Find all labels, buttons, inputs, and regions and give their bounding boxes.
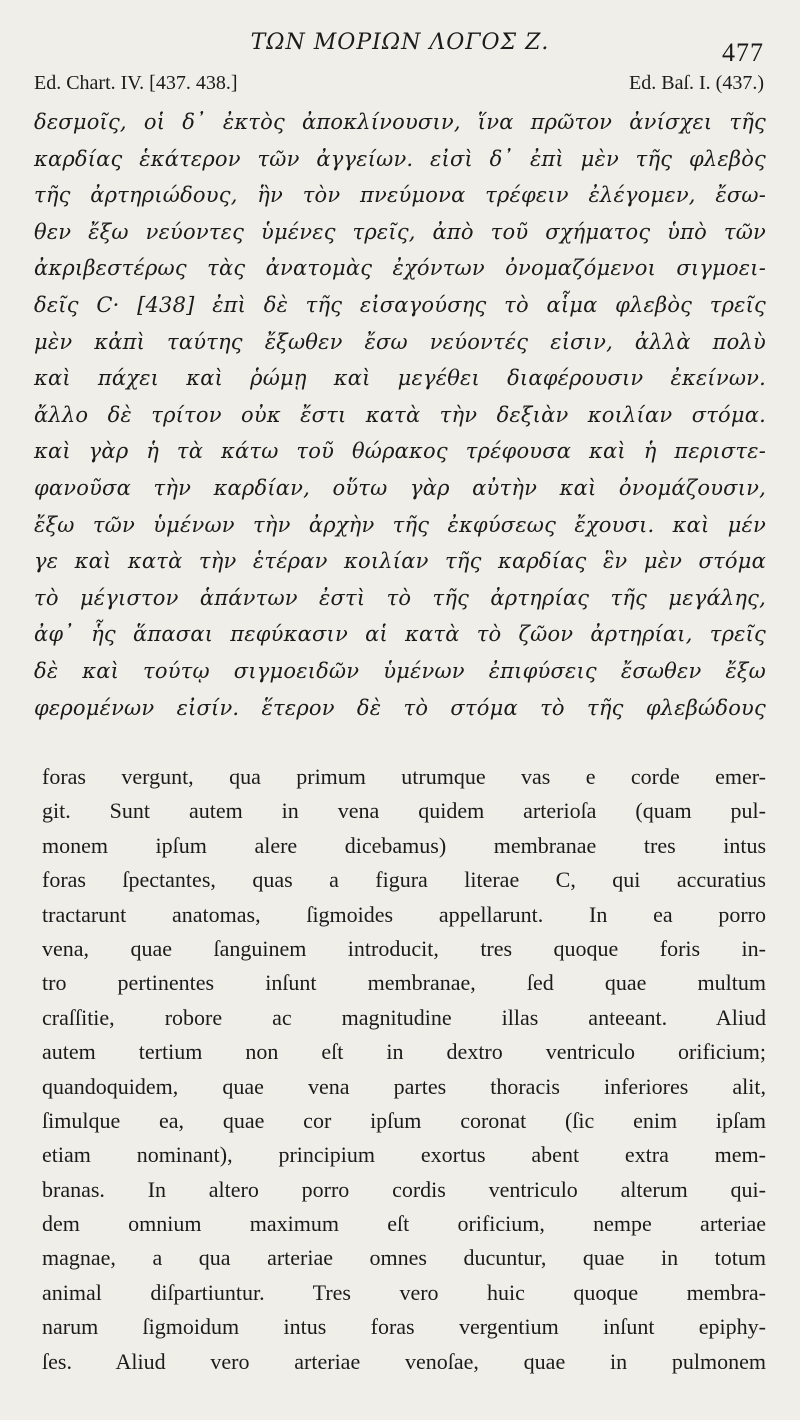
greek-line: καὶ γὰρ ἡ τὰ κάτω τοῦ θώρακος τρέφουσα καὶ ἡ περιστε-	[34, 439, 766, 464]
running-head: ΤΩΝ ΜΟΡΙΩΝ ΛΟΓΟΣ Ζ.	[250, 30, 550, 55]
latin-line: etiam nominant), principium exortus abent extra mem-	[42, 1142, 766, 1168]
latin-line: craſſitie, robore ac magnitudine illas anteeant. Aliud	[42, 1004, 766, 1030]
latin-line: foras ſpectantes, quas a figura literae C, qui accuratius	[42, 867, 766, 893]
greek-line: τὸ μέγιστον ἁπάντων ἐστὶ τὸ τῆς ἀρτηρίας τῆς μεγάλης,	[34, 585, 766, 610]
latin-line: monem ipſum alere dicebamus) membranae tres intus	[42, 832, 766, 858]
latin-line: foras vergunt, qua primum utrumque vas e corde emer-	[42, 764, 766, 789]
latin-line: tro pertinentes inſunt membranae, ſed quae multum	[42, 970, 766, 996]
greek-line: γε καὶ κατὰ τὴν ἑτέραν κοιλίαν τῆς καρδίας ἓν μὲν στόμα	[34, 549, 766, 574]
latin-line: tractarunt anatomas, ſigmoides appellarunt. In ea porro	[42, 901, 766, 927]
greek-line: δὲ καὶ τούτῳ σιγμοειδῶν ὑμένων ἐπιφύσεις ἔσωθεν ἔξω	[34, 658, 766, 683]
greek-line: δεσμοῖς, οἱ δ᾽ ἐκτὸς ἀποκλίνουσιν, ἵνα πρῶτον ἀνίσχει τῆς	[34, 110, 766, 134]
edition-reference-left: Ed. Chart. IV. [437. 438.]	[34, 72, 238, 94]
latin-line: branas. In altero porro cordis ventriculo alterum qui-	[42, 1176, 766, 1202]
greek-line: δεῖς C· [438] ἐπὶ δὲ τῆς εἰσαγούσης τὸ αἷμα φλεβὸς τρεῖς	[34, 292, 766, 317]
latin-line: animal diſpartiuntur. Tres vero huic quoque membra-	[42, 1279, 766, 1305]
greek-line: μὲν κἀπὶ ταύτης ἔξωθεν ἔσω νεύοντές εἰσιν, ἀλλὰ πολὺ	[34, 329, 766, 354]
page-number: 477	[722, 38, 764, 67]
greek-line: καρδίας ἑκάτερον τῶν ἀγγείων. εἰσὶ δ᾽ ἐπὶ μὲν τῆς φλεβὸς	[34, 146, 766, 171]
latin-line: dem omnium maximum eſt orificium, nempe arteriae	[42, 1211, 766, 1237]
greek-line: φανοῦσα τὴν καρδίαν, οὕτω γὰρ αὐτὴν καὶ ὀνομάζουσιν,	[34, 475, 766, 500]
greek-line: φερομένων εἰσίν. ἕτερον δὲ τὸ στόμα τὸ τῆς φλεβώδους	[34, 695, 766, 720]
latin-line: autem tertium non eſt in dextro ventriculo orificium;	[42, 1039, 766, 1065]
edition-reference-right: Ed. Baſ. I. (437.)	[629, 72, 764, 94]
greek-text-block	[34, 104, 766, 726]
greek-line: τῆς ἀρτηριώδους, ἣν τὸν πνεύμονα τρέφειν ἐλέγομεν, ἔσω-	[34, 183, 766, 208]
greek-line: ἔξω τῶν ὑμένων τὴν ἀρχὴν τῆς ἐκφύσεως ἔχουσι. καὶ μέν	[34, 512, 766, 537]
latin-line: quandoquidem, quae vena partes thoracis inferiores alit,	[42, 1073, 766, 1099]
latin-line: git. Sunt autem in vena quidem arterioſa (quam pul-	[42, 798, 766, 824]
latin-line: ſimulque ea, quae cor ipſum coronat (ſic enim ipſam	[42, 1107, 766, 1133]
greek-line: ἀκριβεστέρως τὰς ἀνατομὰς ἐχόντων ὀνομαζόμενοι σιγμοει-	[34, 256, 766, 281]
latin-text-block	[42, 760, 766, 1379]
greek-line: ἄλλο δὲ τρίτον οὐκ ἔστι κατὰ τὴν δεξιὰν κοιλίαν στόμα.	[34, 402, 766, 427]
latin-line: magnae, a qua arteriae omnes ducuntur, quae in totum	[42, 1245, 766, 1271]
latin-line: vena, quae ſanguinem introducit, tres quoque foris in-	[42, 935, 766, 961]
latin-line: ſes. Aliud vero arteriae venoſae, quae in pulmonem	[42, 1348, 766, 1374]
latin-line: narum ſigmoidum intus foras vergentium inſunt epiphy-	[42, 1314, 766, 1340]
greek-line: ἀφ᾽ ἧς ἅπασαι πεφύκασιν αἱ κατὰ τὸ ζῶον ἀρτηρίαι, τρεῖς	[34, 622, 766, 647]
greek-line: καὶ πάχει καὶ ῥώμῃ καὶ μεγέθει διαφέρουσιν ἐκείνων.	[34, 366, 766, 391]
greek-line: θεν ἔξω νεύοντες ὑμένες τρεῖς, ἀπὸ τοῦ σχήματος ὑπὸ τῶν	[34, 219, 766, 244]
